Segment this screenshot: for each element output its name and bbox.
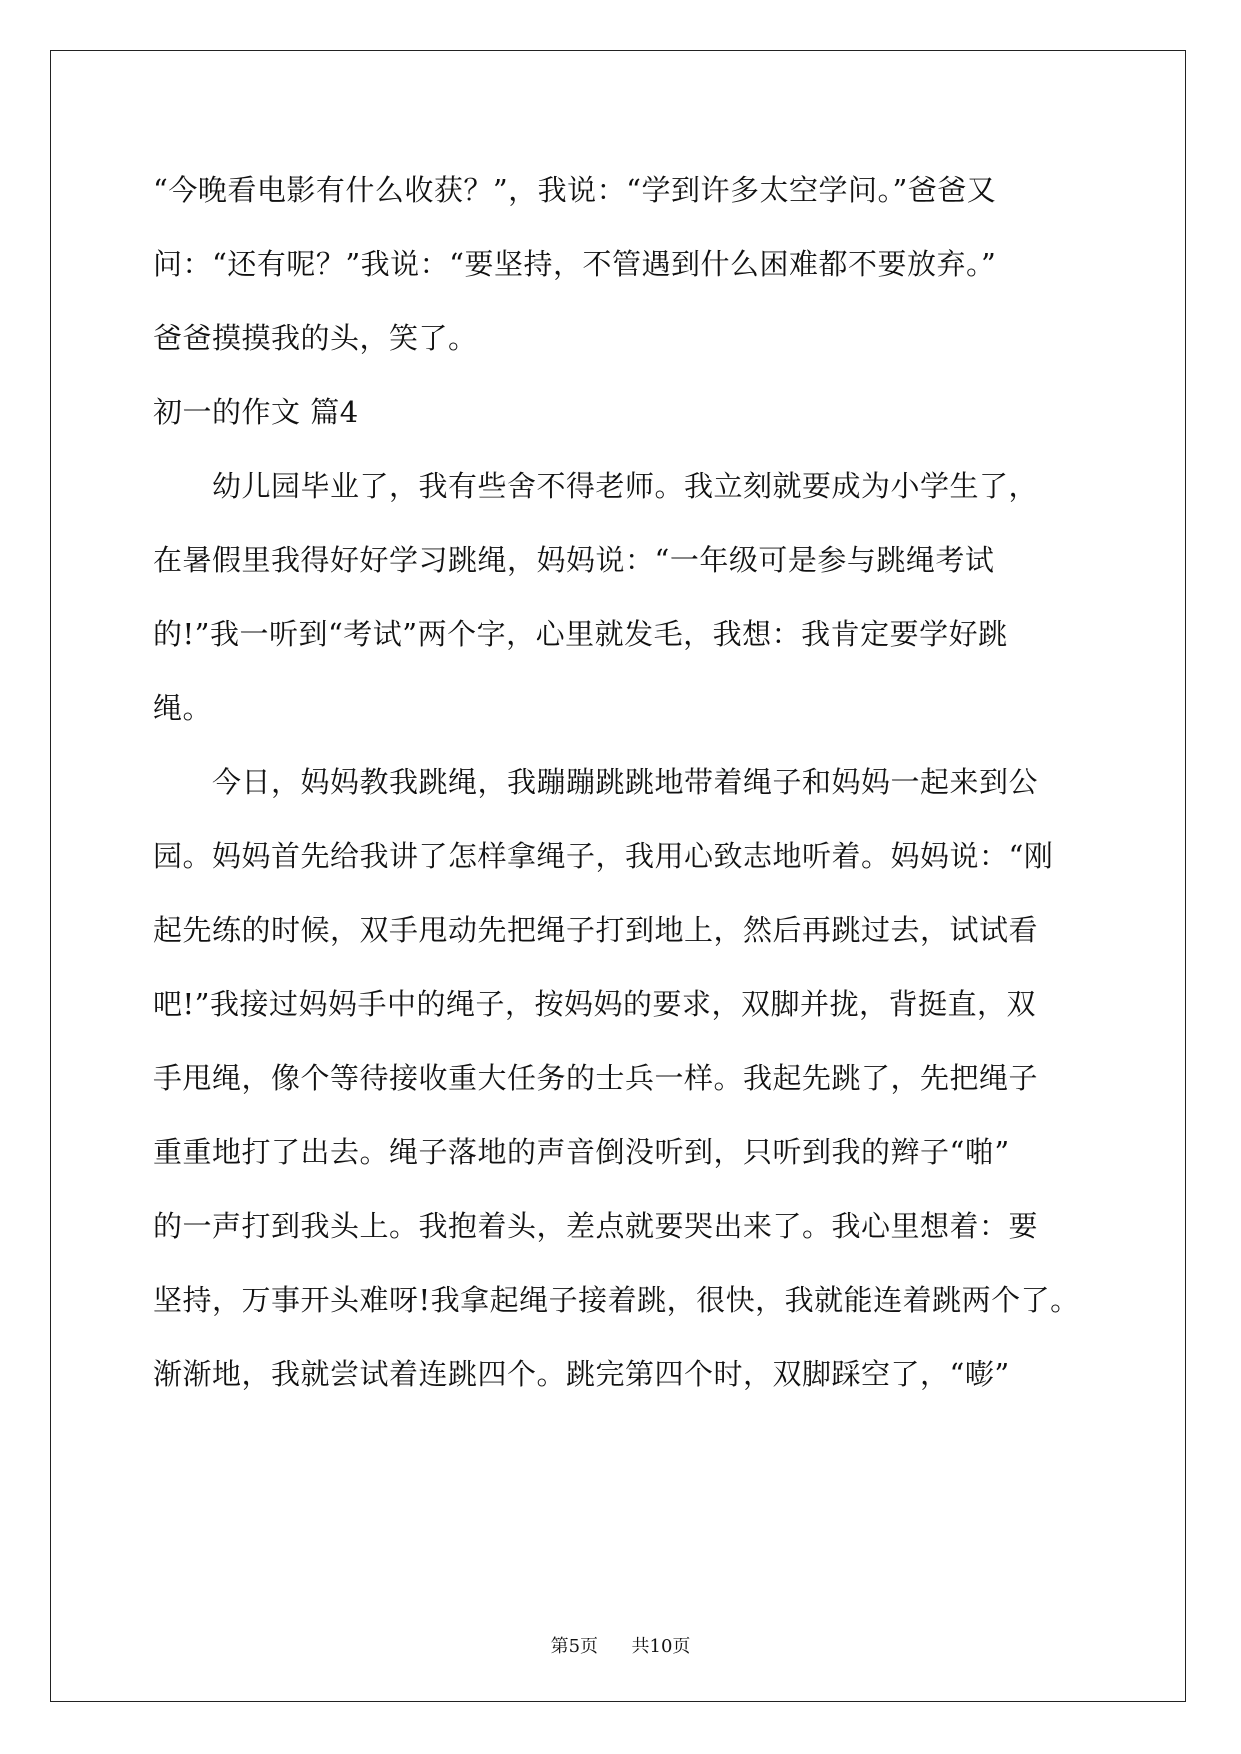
section-heading: 初一的作文 篇4 (153, 395, 359, 429)
text-line: 吧!”我接过妈妈手中的绳子，按妈妈的要求，双脚并拢，背挺直，双 (153, 987, 1036, 1021)
text-line: 在暑假里我得好好学习跳绳，妈妈说：“一年级可是参与跳绳考试 (153, 543, 995, 577)
page-number: 第5页 (550, 1636, 599, 1657)
text-line: 起先练的时候，双手甩动先把绳子打到地上，然后再跳过去，试试看 (153, 913, 1039, 947)
text-line: 的!”我一听到“考试”两个字，心里就发毛，我想：我肯定要学好跳 (153, 617, 1008, 651)
text-line: 今日，妈妈教我跳绳，我蹦蹦跳跳地带着绳子和妈妈一起来到公 (153, 765, 1039, 799)
page-border (50, 50, 1186, 1702)
text-line: 问：“还有呢？”我说：“要坚持，不管遇到什么困难都不要放弃。” (153, 247, 997, 281)
text-line: 渐渐地，我就尝试着连跳四个。跳完第四个时，双脚踩空了，“嘭” (153, 1357, 1010, 1391)
text-line: 绳。 (153, 691, 213, 725)
text-line: 手甩绳，像个等待接收重大任务的士兵一样。我起先跳了，先把绳子 (153, 1061, 1039, 1095)
text-line: 幼儿园毕业了，我有些舍不得老师。我立刻就要成为小学生了， (153, 469, 1039, 503)
page-total: 共10页 (631, 1636, 691, 1657)
text-line: 的一声打到我头上。我抱着头，差点就要哭出来了。我心里想着：要 (153, 1209, 1039, 1243)
text-line: 重重地打了出去。绳子落地的声音倒没听到，只听到我的辫子“啪” (153, 1135, 1010, 1169)
text-line: 爸爸摸摸我的头，笑了。 (153, 321, 478, 355)
text-line: “今晚看电影有什么收获？”，我说：“学到许多太空学问。”爸爸又 (153, 173, 997, 207)
text-line: 园。妈妈首先给我讲了怎样拿绳子，我用心致志地听着。妈妈说：“刚 (153, 839, 1054, 873)
text-line: 坚持，万事开头难呀!我拿起绳子接着跳，很快，我就能连着跳两个了。 (153, 1283, 1080, 1317)
page-footer (0, 1632, 1241, 1658)
